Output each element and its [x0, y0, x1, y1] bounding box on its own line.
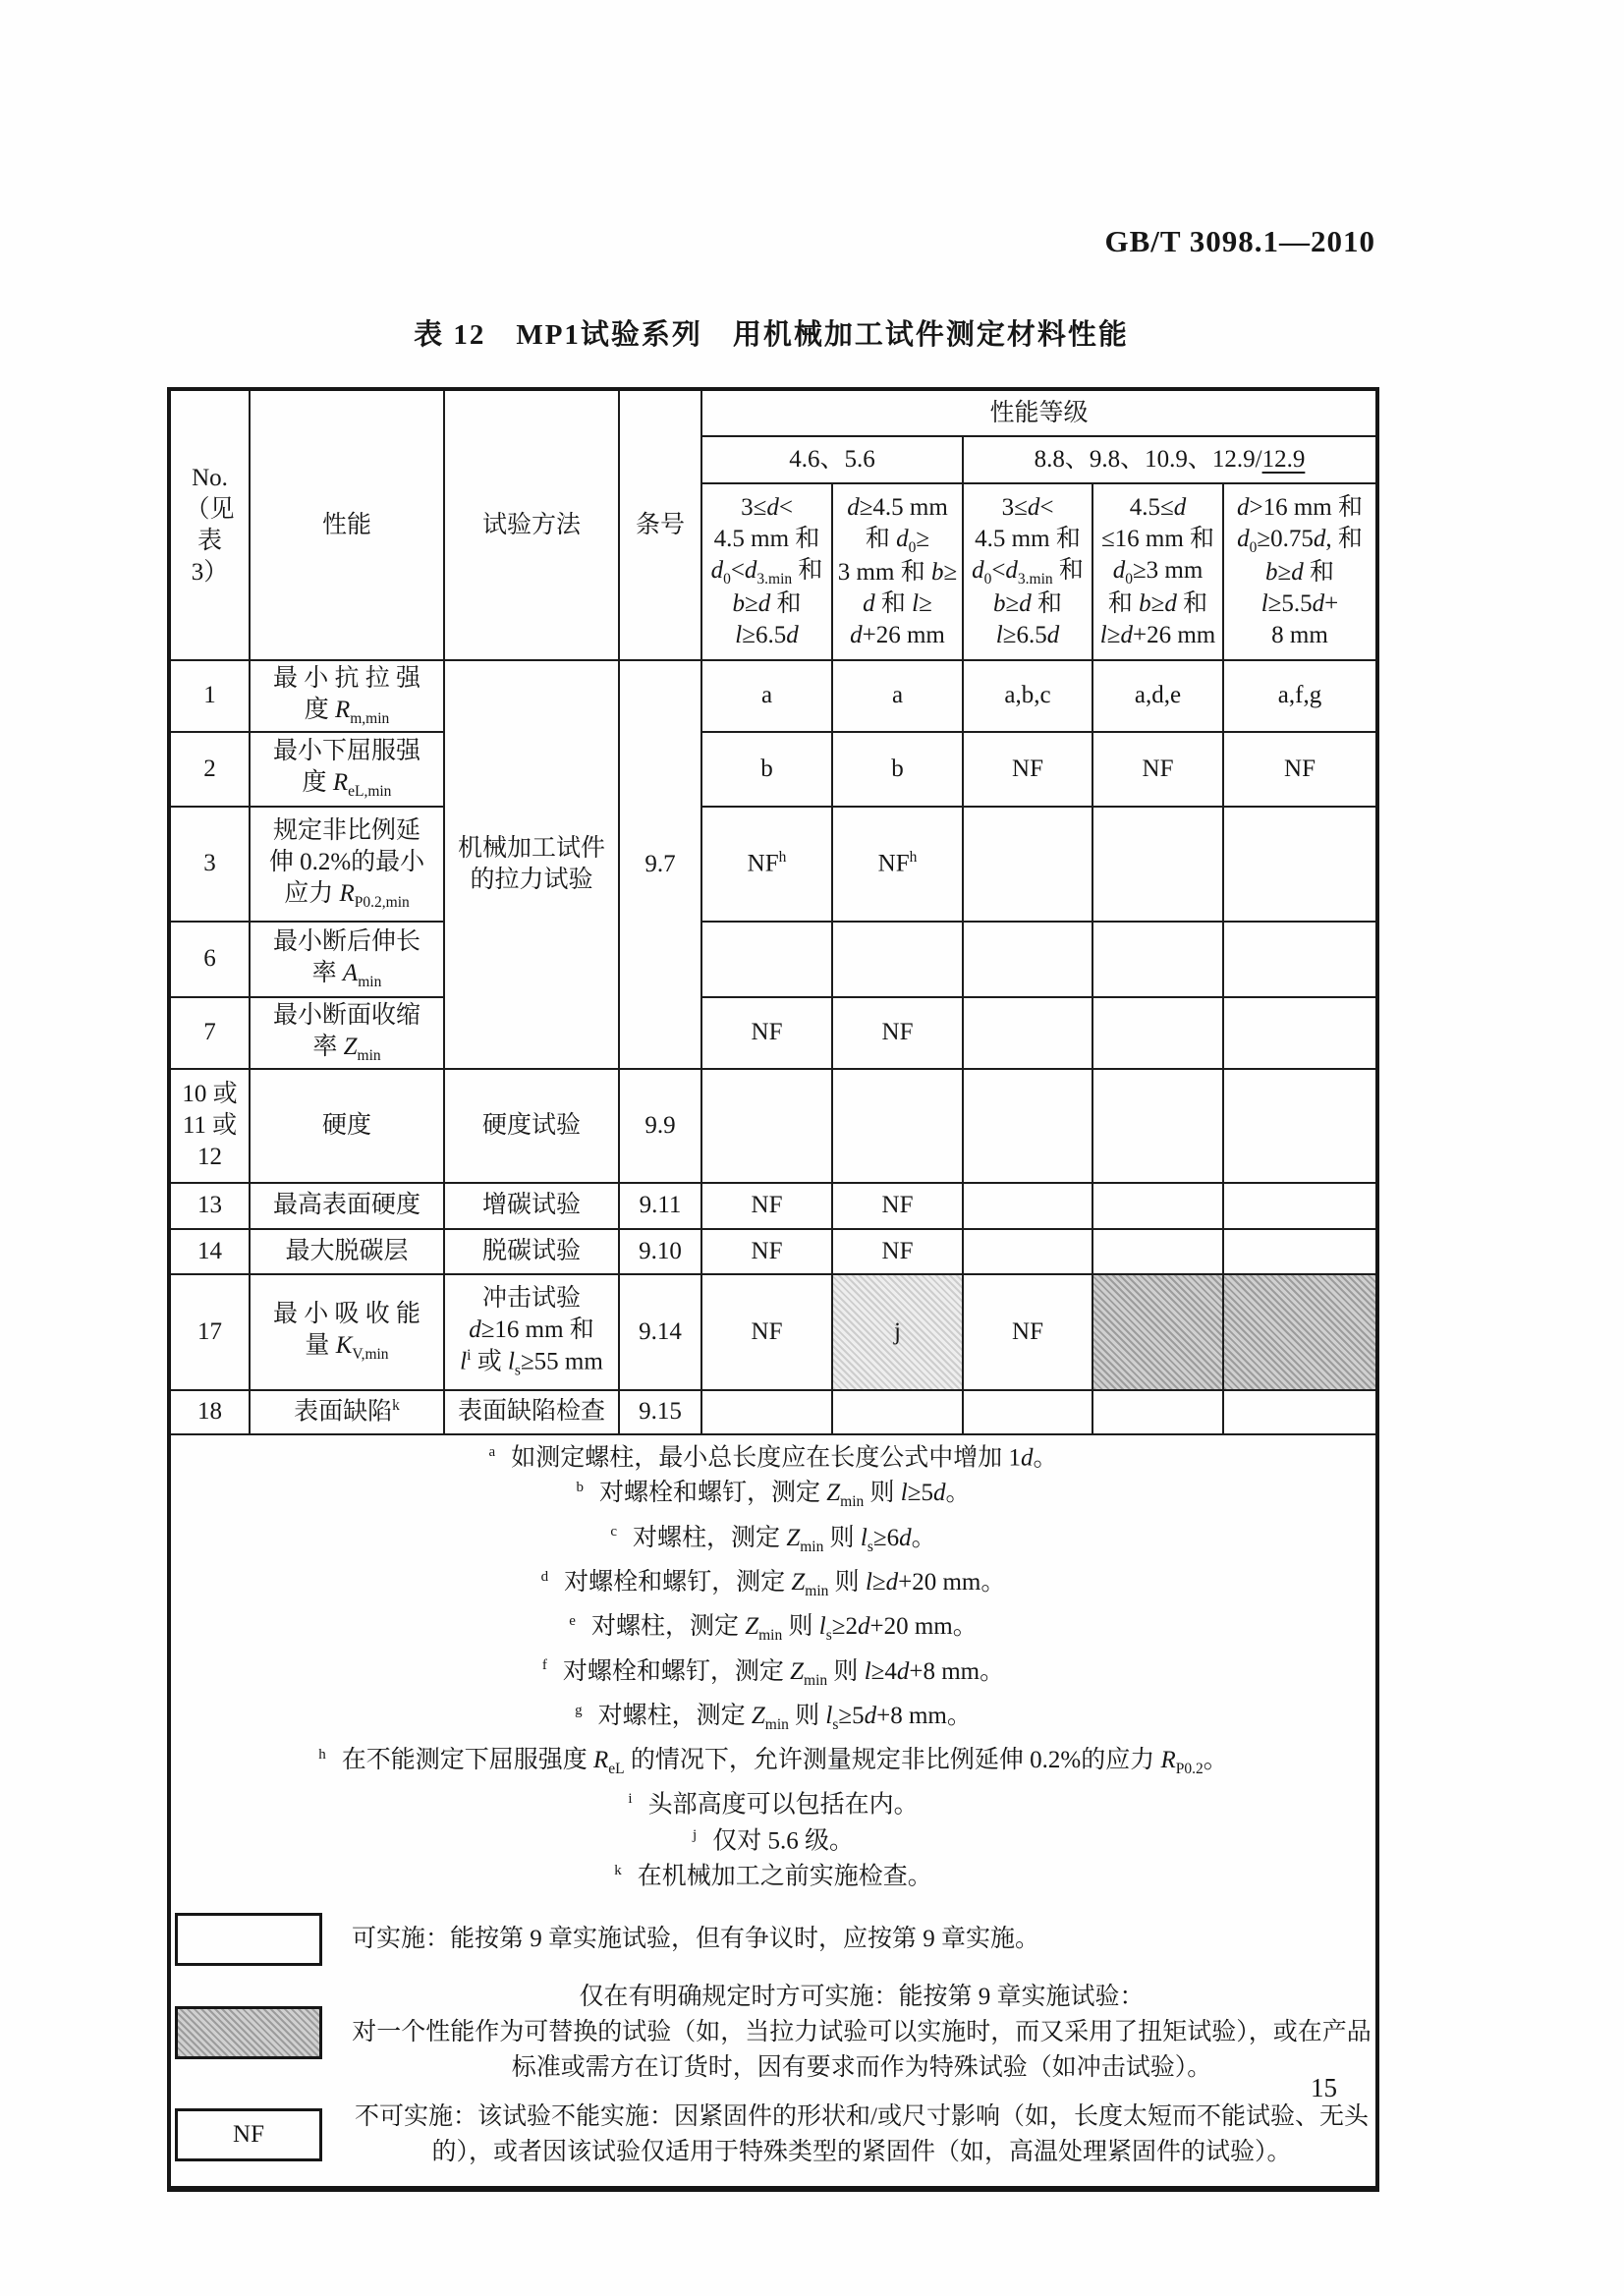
footnote-text: 在机械加工之前实施检查。	[637, 1863, 932, 1890]
footnote-section	[169, 1434, 1377, 2190]
clause-cell: 9.15	[619, 1390, 701, 1434]
table-row	[169, 1069, 1377, 1183]
clause-cell: 9.7	[619, 660, 701, 1069]
legend-text: 不可实施：该试验不能实施：因紧固件的形状和/或尺寸影响（如，长度太短而不能试验、无头的），或者因该试验仅适用于特殊类型的紧固件（如，高温处理紧固件的试验）。	[355, 2103, 1369, 2166]
footnote-text: 对螺栓和螺钉，测定 $Z_{min}$ 则 l≥4d+8 mm。	[562, 1657, 1005, 1689]
value-cell	[1092, 1069, 1223, 1183]
legend-row-open	[175, 1913, 1372, 1966]
method-cell: 硬度试验	[444, 1069, 619, 1183]
condition-header-1: 3≤d< 4.5 mm 和 $d_0<d_{3.min}$ 和 b≥d 和 l≥6.5d	[701, 483, 832, 660]
footnote-text: 头部高度可以包括在内。	[647, 1791, 919, 1819]
table-row	[169, 660, 1377, 732]
value-cell	[1223, 997, 1377, 1069]
value-cell: j	[832, 1274, 963, 1390]
footnote-item	[175, 1473, 1372, 1517]
value-cell: a,f,g	[1223, 660, 1377, 732]
value-cell	[832, 1390, 963, 1434]
clause-cell: 9.10	[619, 1229, 701, 1274]
properties-table	[167, 387, 1379, 2192]
footnote-marker: i	[628, 1791, 633, 1808]
value-cell	[701, 1069, 832, 1183]
footnote-item	[175, 1606, 1372, 1651]
clause-cell: 9.11	[619, 1183, 701, 1229]
method-cell: 增碳试验	[444, 1183, 619, 1229]
row-number-cell: 14	[169, 1229, 250, 1274]
clause-cell: 9.9	[619, 1069, 701, 1183]
footnote-marker: d	[540, 1568, 549, 1585]
header-row-1	[169, 389, 1377, 436]
col-header-class-group: 性能等级	[701, 389, 1377, 436]
value-cell: NF	[701, 1274, 832, 1390]
class-range-low: 4.6、5.6	[701, 436, 963, 483]
value-cell	[963, 1183, 1092, 1229]
footnote-text: 如测定螺柱，最小总长度应在长度公式中增加 1d。	[511, 1443, 1058, 1471]
footnote-marker: a	[488, 1443, 496, 1460]
doc-number: GB/T 3098.1—2010	[1104, 224, 1375, 258]
clause-cell: 9.14	[619, 1274, 701, 1390]
footnote-marker: e	[569, 1612, 576, 1629]
value-cell	[701, 1390, 832, 1434]
value-cell: NF	[832, 997, 963, 1069]
footnote-marker: h	[318, 1746, 326, 1763]
footnote-marker: j	[693, 1826, 698, 1843]
row-number-cell: 17	[169, 1274, 250, 1390]
footnote-marker: c	[610, 1524, 618, 1540]
footnote-item	[175, 1740, 1372, 1784]
table-row	[169, 1229, 1377, 1274]
footnote-text: 仅对 5.6 级。	[712, 1826, 854, 1854]
value-cell: $NF^h$	[701, 807, 832, 922]
value-cell: NF	[1092, 732, 1223, 807]
row-number-cell: 3	[169, 807, 250, 922]
footnote-text: 对螺栓和螺钉，测定 $Z_{min}$ 则 l≥5d。	[598, 1480, 971, 1511]
property-cell: 硬度	[250, 1069, 444, 1183]
value-cell	[1223, 1229, 1377, 1274]
row-number-cell: 1	[169, 660, 250, 732]
property-cell: 最大脱碳层	[250, 1229, 444, 1274]
legend-open-swatch	[175, 1913, 322, 1966]
value-cell	[1092, 807, 1223, 922]
method-cell: 冲击试验 d≥16 mm 和 $l^i$ 或 $l_s\ge 55$ mm	[444, 1274, 619, 1390]
legend-shaded-swatch	[175, 2006, 322, 2059]
value-cell: NF	[963, 732, 1092, 807]
value-cell: NF	[701, 997, 832, 1069]
row-number-cell: 2	[169, 732, 250, 807]
footnote-item	[175, 1696, 1372, 1740]
row-number-cell: 13	[169, 1183, 250, 1229]
footnote-text: 对螺栓和螺钉，测定 $Z_{min}$ 则 l≥d+20 mm。	[564, 1568, 1006, 1599]
property-cell: 表面缺陷$^k$	[250, 1390, 444, 1434]
value-cell	[963, 997, 1092, 1069]
col-header-clause: 条号	[619, 389, 701, 660]
footnote-marker: k	[614, 1862, 622, 1878]
method-cell: 机械加工试件 的拉力试验	[444, 660, 619, 1069]
value-cell: $NF^h$	[832, 807, 963, 922]
value-cell: a	[701, 660, 832, 732]
value-cell	[963, 1069, 1092, 1183]
col-header-property: 性能	[250, 389, 444, 660]
value-cell	[963, 922, 1092, 997]
page-number: 15	[1311, 2073, 1337, 2102]
table-row	[169, 1274, 1377, 1390]
row-number-cell: 6	[169, 922, 250, 997]
property-cell: 规定非比例延 伸 0.2%的最小 应力 $R_{P0.2,min}$	[250, 807, 444, 922]
value-cell: NF	[963, 1274, 1092, 1390]
row-number-cell: 18	[169, 1390, 250, 1434]
value-cell	[832, 1069, 963, 1183]
value-cell	[1092, 1274, 1223, 1390]
property-cell: 最小下屈服强 度 $R_{eL,min}$	[250, 732, 444, 807]
value-cell: b	[701, 732, 832, 807]
footnote-item	[175, 1517, 1372, 1561]
footnote-text: 对螺柱，测定 $Z_{min}$ 则 $l_s\ge 5d+8$ mm。	[597, 1702, 972, 1733]
condition-header-2: d≥4.5 mm 和 $d_0\ge$ 3 mm 和 b≥ d 和 l≥ d+26 mm	[832, 483, 963, 660]
footnote-text: 在不能测定下屈服强度 $R_{eL}$ 的情况下，允许测量规定非比例延伸 0.2%的应力 $R_{P0.2}$。	[341, 1747, 1228, 1778]
value-cell: a,d,e	[1092, 660, 1223, 732]
value-cell	[963, 807, 1092, 922]
footnote-item	[175, 1856, 1372, 1891]
footnote-item	[175, 1562, 1372, 1606]
value-cell	[963, 1390, 1092, 1434]
footnote-text: 对螺柱，测定 $Z_{min}$ 则 $l_s\ge 2d+20$ mm。	[590, 1613, 978, 1645]
footnote-row	[169, 1434, 1377, 2190]
value-cell	[1223, 1069, 1377, 1183]
table-row	[169, 732, 1377, 807]
method-cell: 表面缺陷检查	[444, 1390, 619, 1434]
footnote-marker: g	[575, 1702, 583, 1718]
row-number-cell: 10 或 11 或 12	[169, 1069, 250, 1183]
footnote-text: 对螺柱，测定 $Z_{min}$ 则 $l_s\ge 6d$。	[633, 1524, 936, 1555]
legend-nf-swatch: NF	[175, 2108, 322, 2161]
value-cell	[701, 922, 832, 997]
property-cell: 最 小 抗 拉 强 度 $R_{m,min}$	[250, 660, 444, 732]
footnote-item	[175, 1820, 1372, 1856]
value-cell	[832, 922, 963, 997]
class-range-high: 8.8、9.8、10.9、12.9/12.9	[963, 436, 1377, 483]
value-cell: b	[832, 732, 963, 807]
legend-text: 仅在有明确规定时方可实施：能按第 9 章实施试验： 对一个性能作为可替换的试验（如，当拉力试验可以实施时，而又采用了扭矩试验），或在产品标准或需方在订货时，因有要求而作为特殊试验（如冲击试验）。	[352, 1984, 1372, 2082]
table-row	[169, 922, 1377, 997]
row-number-cell: 7	[169, 997, 250, 1069]
value-cell: NF	[832, 1183, 963, 1229]
method-cell: 脱碳试验	[444, 1229, 619, 1274]
value-cell: a,b,c	[963, 660, 1092, 732]
table-row	[169, 807, 1377, 922]
table-row	[169, 1390, 1377, 1434]
value-cell	[1092, 1390, 1223, 1434]
condition-header-4: 4.5≤d ≤16 mm 和 $d_0\ge 3$ mm 和 b≥d 和 l≥d+26 mm	[1092, 483, 1223, 660]
property-cell: 最高表面硬度	[250, 1183, 444, 1229]
legend-text: 可实施：能按第 9 章实施试验，但有争议时，应按第 9 章实施。	[352, 1926, 1040, 1953]
value-cell	[1092, 1183, 1223, 1229]
footnote-item	[175, 1784, 1372, 1820]
table-title: 表 12 MP1试验系列 用机械加工试件测定材料性能	[414, 319, 1129, 351]
value-cell: a	[832, 660, 963, 732]
footnote-marker: b	[576, 1479, 584, 1495]
property-cell: 最 小 吸 收 能 量 $K_{V,min}$	[250, 1274, 444, 1390]
value-cell	[1223, 1183, 1377, 1229]
footnote-marker: f	[541, 1657, 547, 1674]
value-cell: NF	[701, 1183, 832, 1229]
value-cell	[1223, 922, 1377, 997]
condition-header-3: 3≤d< 4.5 mm 和 $d_0<d_{3.min}$ 和 b≥d 和 l≥6.5d	[963, 483, 1092, 660]
condition-header-5: d>16 mm 和 $d_0\ge 0.75d$, 和 b≥d 和 l≥5.5d+ 8 mm	[1223, 483, 1377, 660]
footnote-item	[175, 1437, 1372, 1473]
col-header-no: No. （见表 3）	[169, 389, 250, 660]
value-cell	[1092, 1229, 1223, 1274]
property-cell: 最小断后伸长 率 $A_{min}$	[250, 922, 444, 997]
value-cell: NF	[832, 1229, 963, 1274]
col-header-method: 试验方法	[444, 389, 619, 660]
value-cell	[1223, 1390, 1377, 1434]
table-row	[169, 1183, 1377, 1229]
value-cell: NF	[701, 1229, 832, 1274]
value-cell	[1223, 807, 1377, 922]
value-cell	[1092, 997, 1223, 1069]
table-row	[169, 997, 1377, 1069]
value-cell	[963, 1229, 1092, 1274]
value-cell	[1223, 1274, 1377, 1390]
legend-row-nf	[175, 2100, 1372, 2170]
legend-row-conditional	[175, 1980, 1372, 2086]
property-cell: 最小断面收缩 率 $Z_{min}$	[250, 997, 444, 1069]
legend	[175, 1913, 1372, 2170]
value-cell: NF	[1223, 732, 1377, 807]
value-cell	[1092, 922, 1223, 997]
footnote-item	[175, 1651, 1372, 1695]
